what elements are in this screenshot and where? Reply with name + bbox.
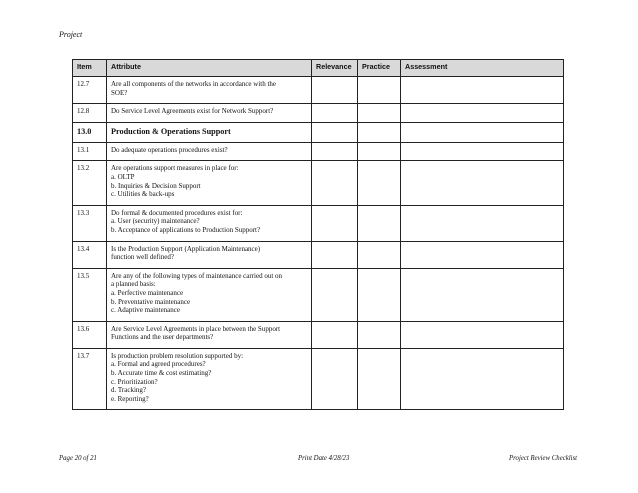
relevance-cell xyxy=(312,205,358,241)
attribute-line: c. Adaptive maintenance xyxy=(111,306,180,315)
item-number-cell: 13.2 xyxy=(73,161,107,205)
item-number-cell: 13.0 xyxy=(73,122,107,142)
attribute-line: Are operations support measures in place for: xyxy=(111,164,239,173)
relevance-cell xyxy=(312,122,358,142)
assessment-cell xyxy=(401,104,564,123)
assessment-cell xyxy=(401,161,564,205)
relevance-cell xyxy=(312,268,358,321)
table-row xyxy=(73,268,564,321)
header-project-label: Project xyxy=(59,30,83,39)
practice-cell xyxy=(358,104,401,123)
item-number-cell: 13.1 xyxy=(73,142,107,161)
attribute-line: a. User (security) maintenance? xyxy=(111,217,200,226)
assessment-cell xyxy=(401,77,564,104)
column-header-item: Item xyxy=(73,60,107,77)
attribute-line: d. Tracking? xyxy=(111,386,146,395)
relevance-cell xyxy=(312,77,358,104)
attribute-line: Is the Production Support (Application Maintenance) xyxy=(111,244,261,253)
attribute-line: Are Service Level Agreements in place between the Support xyxy=(111,324,281,333)
relevance-cell xyxy=(312,142,358,161)
attribute-line: b. Acceptance of applications to Production Support? xyxy=(111,225,261,234)
column-header-relevance: Relevance xyxy=(312,60,358,77)
item-number-cell: 13.3 xyxy=(73,205,107,241)
column-header-attribute: Attribute xyxy=(107,60,312,77)
relevance-cell xyxy=(312,161,358,205)
attribute-line: a. OLTP xyxy=(111,172,135,181)
attribute-line: Do adequate operations procedures exist? xyxy=(111,145,228,154)
footer-print-date: Print Date 4/28/23 xyxy=(298,455,350,462)
practice-cell xyxy=(358,205,401,241)
practice-cell xyxy=(358,122,401,142)
attribute-line: Do formal & documented procedures exist for: xyxy=(111,208,243,217)
assessment-cell xyxy=(401,142,564,161)
table-row xyxy=(73,161,564,205)
practice-cell xyxy=(358,77,401,104)
relevance-cell xyxy=(312,321,358,348)
attribute-cell xyxy=(107,321,312,348)
practice-cell xyxy=(358,241,401,268)
footer-page-number: Page 20 of 21 xyxy=(59,455,97,462)
table-row xyxy=(73,104,564,123)
practice-cell xyxy=(358,348,401,410)
attribute-line: a. Formal and agreed procedures? xyxy=(111,360,206,369)
assessment-cell xyxy=(401,348,564,410)
footer-doc-title: Project Review Checklist xyxy=(509,455,578,462)
table-row xyxy=(73,348,564,410)
practice-cell xyxy=(358,142,401,161)
assessment-cell xyxy=(401,268,564,321)
section-row xyxy=(73,122,564,142)
table-header-row xyxy=(73,60,564,77)
attribute-cell xyxy=(107,142,312,161)
assessment-cell xyxy=(401,321,564,348)
table-body xyxy=(73,77,564,410)
attribute-cell xyxy=(107,268,312,321)
attribute-cell xyxy=(107,205,312,241)
attribute-line: Is production problem resolution supported by: xyxy=(111,351,244,360)
item-number-cell: 13.7 xyxy=(73,348,107,410)
column-header-assessment: Assessment xyxy=(401,60,564,77)
practice-cell xyxy=(358,161,401,205)
attribute-line: function well defined? xyxy=(111,253,174,262)
item-number-cell: 12.8 xyxy=(73,104,107,123)
assessment-cell xyxy=(401,205,564,241)
item-number-cell: 13.6 xyxy=(73,321,107,348)
relevance-cell xyxy=(312,104,358,123)
attribute-line: Are any of the following types of maintenance carried out on xyxy=(111,271,283,280)
attribute-line: a. Perfective maintenance xyxy=(111,288,184,297)
item-number-cell: 13.4 xyxy=(73,241,107,268)
table-row xyxy=(73,241,564,268)
attribute-line: Do Service Level Agreements exist for Network Support? xyxy=(111,107,274,116)
attribute-cell xyxy=(107,122,312,142)
attribute-cell xyxy=(107,348,312,410)
attribute-line: a planned basis: xyxy=(111,280,156,289)
practice-cell xyxy=(358,268,401,321)
attribute-line: c. Utilities & back-ups xyxy=(111,190,175,199)
table-row xyxy=(73,321,564,348)
attribute-line: b. Accurate time & cost estimating? xyxy=(111,369,212,378)
column-header-practice: Practice xyxy=(358,60,401,77)
attribute-cell xyxy=(107,241,312,268)
attribute-line: b. Preventative maintenance xyxy=(111,297,191,306)
attribute-cell xyxy=(107,161,312,205)
relevance-cell xyxy=(312,241,358,268)
attribute-line: Production & Operations Support xyxy=(111,126,231,136)
attribute-line: Functions and the user departments? xyxy=(111,333,214,342)
attribute-cell xyxy=(107,104,312,123)
table-row xyxy=(73,142,564,161)
attribute-line: b. Inquiries & Decision Support xyxy=(111,181,201,190)
table-row xyxy=(73,77,564,104)
attribute-line: e. Reporting? xyxy=(111,394,149,403)
assessment-cell xyxy=(401,122,564,142)
assessment-cell xyxy=(401,241,564,268)
table-row xyxy=(73,205,564,241)
review-checklist-table xyxy=(72,59,564,410)
relevance-cell xyxy=(312,348,358,410)
attribute-line: c. Prioritization? xyxy=(111,377,158,386)
practice-cell xyxy=(358,321,401,348)
item-number-cell: 12.7 xyxy=(73,77,107,104)
attribute-cell xyxy=(107,77,312,104)
item-number-cell: 13.5 xyxy=(73,268,107,321)
attribute-line: SOE? xyxy=(111,88,128,97)
attribute-line: Are all components of the networks in accordance with the xyxy=(111,80,277,88)
